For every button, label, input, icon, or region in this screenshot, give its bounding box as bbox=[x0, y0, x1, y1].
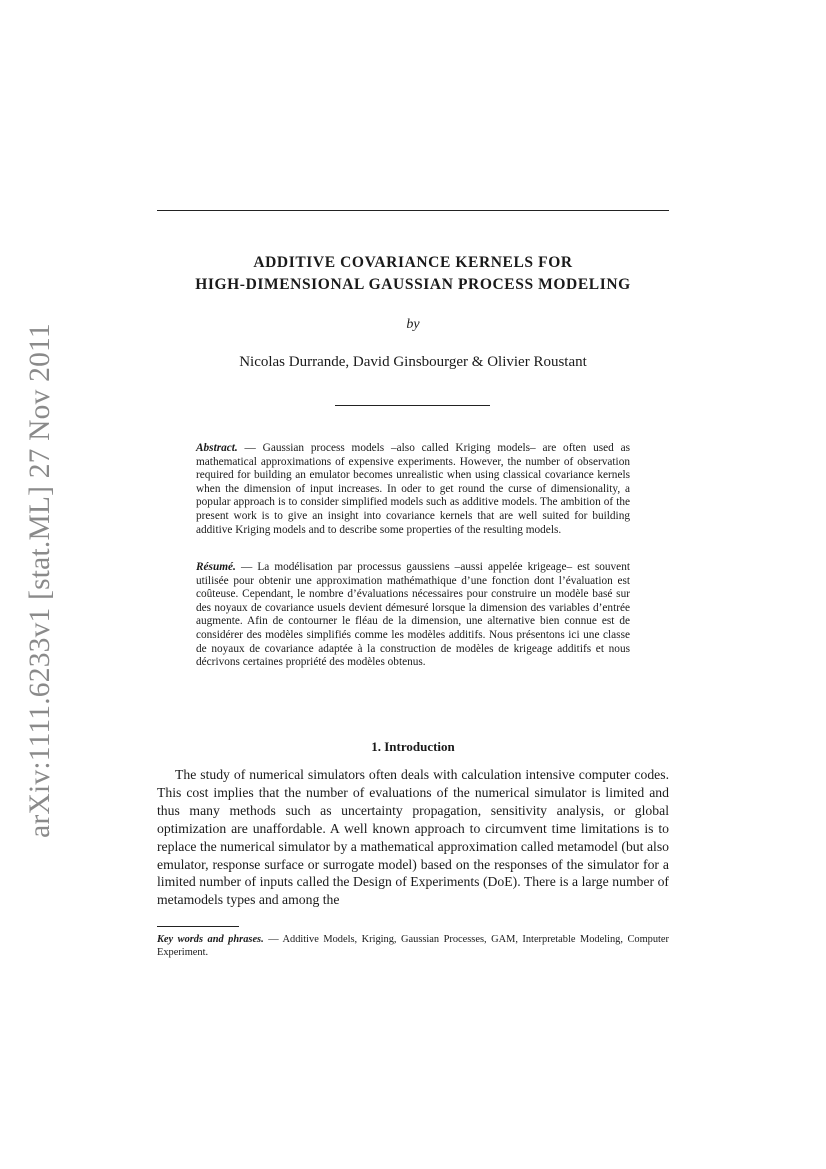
footnote-rule bbox=[157, 926, 239, 927]
abstract-text: Gaussian process models –also called Kriging models– are often used as mathematical approximations of expensive experiments. However, the number of observation required for building an emulator becomes unrealistic when using classical covariance kernels when the dimension of input increases. In oder to get round the curse of dimensionality, a popular approach is to consider simplified models such as additive models. The ambition of the present work is to give an insight into covariance kernels that are well suited for building additive Kriging models and to describe some properties of the resulting models. bbox=[196, 442, 630, 536]
abstract-french bbox=[196, 561, 630, 670]
keywords-dash: — bbox=[263, 934, 283, 945]
byline: by bbox=[406, 317, 420, 332]
authors: Nicolas Durrande, David Ginsbourger & Olivier Roustant bbox=[239, 354, 587, 370]
keywords-text: Additive Models, Kriging, Gaussian Processes, GAM, Interpretable Modeling, Computer Experiment. bbox=[157, 934, 670, 958]
abstract-dash: — bbox=[237, 442, 263, 454]
paper-title bbox=[130, 252, 696, 296]
author-separator-rule bbox=[335, 405, 490, 406]
title-top-rule bbox=[157, 210, 669, 211]
resume-label: Résumé. bbox=[196, 561, 236, 573]
arxiv-identifier-text: arXiv:1111.6233v1 [stat.ML] 27 Nov 2011 bbox=[23, 322, 56, 838]
resume-dash: — bbox=[235, 561, 258, 573]
title-line-2: HIGH-DIMENSIONAL GAUSSIAN PROCESS MODELING bbox=[195, 276, 631, 293]
keywords-footnote bbox=[157, 933, 669, 959]
section-heading-introduction: 1. Introduction bbox=[371, 739, 455, 754]
abstract-english bbox=[196, 442, 630, 537]
introduction-paragraph: The study of numerical simulators often deals with calculation intensive computer codes. This cost implies that the number of evaluations of the numerical simulator is limited and thus many methods such as uncertainty propagation, sensitivity analysis, or global optimization are unaffordable. A well known approach to circumvent time limitations is to replace the numerical simulator by a mathematical approximation called metamodel (but also emulator, response surface or surrogate model) based on the responses of the simulator for a limited number of inputs called the Design of Experiments (DoE). There is a large number of metamodels types and among the bbox=[157, 767, 669, 908]
keywords-label: Key words and phrases. bbox=[157, 934, 264, 945]
resume-text: La modélisation par processus gaussiens –aussi appelée krigeage– est souvent utilisée pour obtenir une approximation mathémathique d’une fonction dont l’évaluation est coûteuse. Cependant, le nombre d’évaluations nécessaires pour construire un modèle basé sur des noyaux de covariance usuels devient démesuré lorsque la dimension des variables d’entrée augmente. Afin de contourner le fléau de la dimension, une alternative bien connue est de considérer des modèles simplifiés comme les modèles additifs. Nous présentons ici une classe de noyaux de covariance adaptée à la construction de modèles de krigeage additifs et nous décrivons certaines propriété des modèles obtenus. bbox=[196, 561, 630, 669]
arxiv-identifier-stamp bbox=[14, 322, 66, 838]
title-line-1: ADDITIVE COVARIANCE KERNELS FOR bbox=[253, 254, 573, 271]
abstract-label: Abstract. bbox=[196, 442, 238, 454]
